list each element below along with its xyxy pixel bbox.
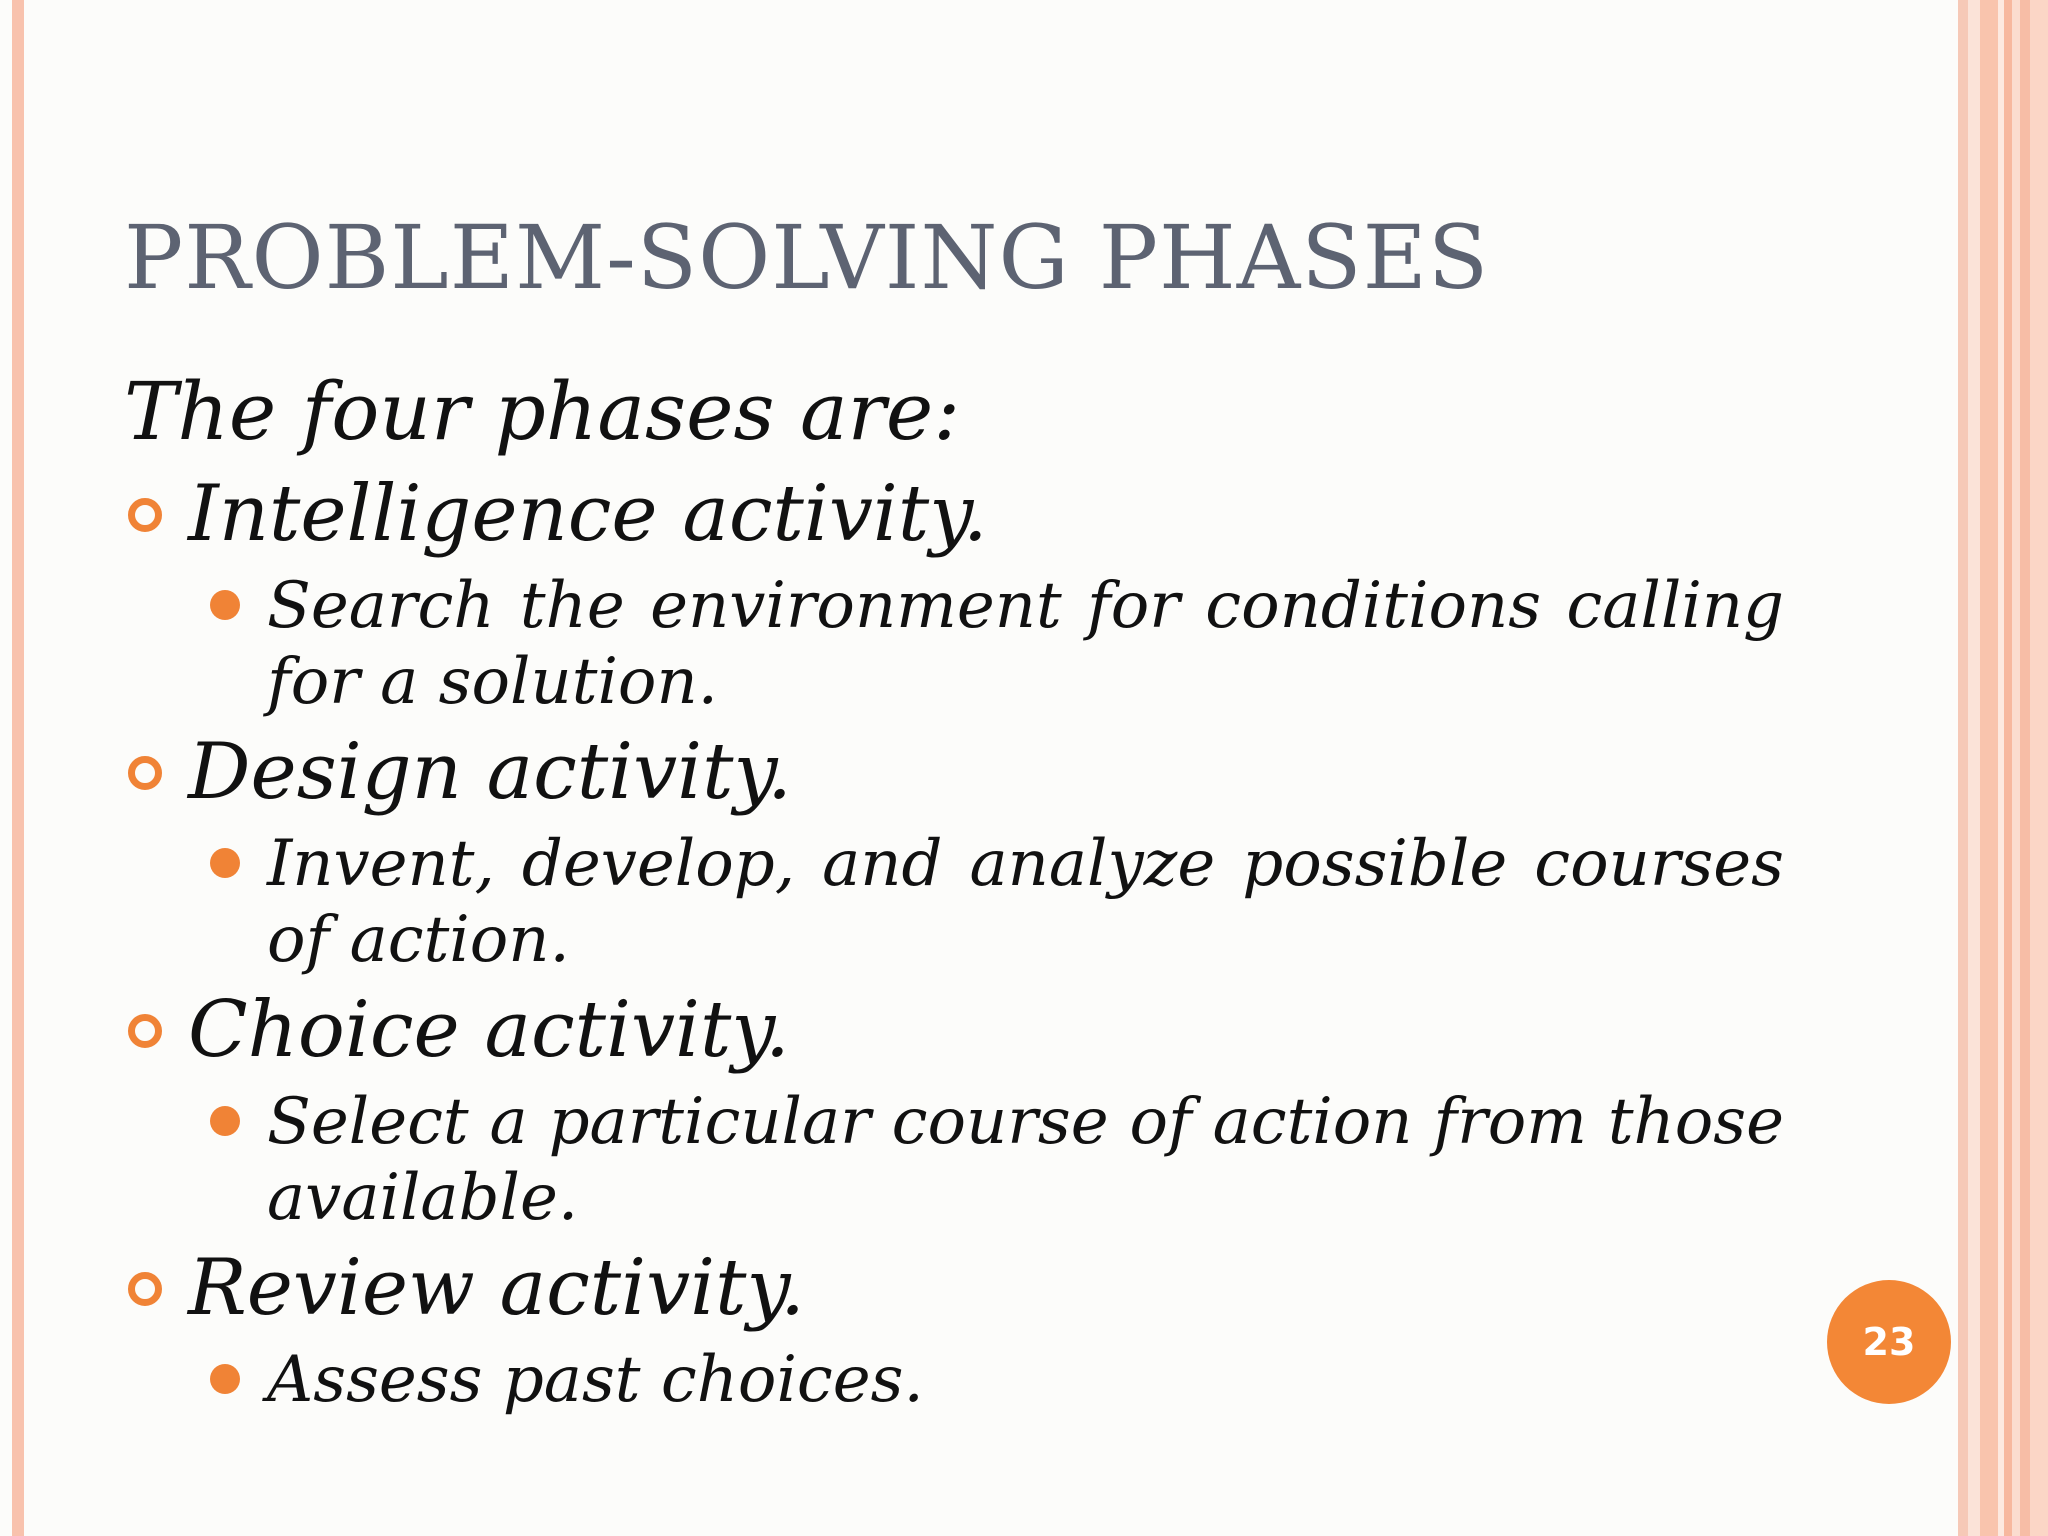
phase-name: Choice activity. <box>188 985 790 1075</box>
hollow-circle-icon <box>128 1272 162 1306</box>
right-border-stripes <box>1958 0 2048 1536</box>
filled-circle-icon <box>210 848 240 878</box>
page-number-badge: 23 <box>1827 1280 1951 1404</box>
phase-item <box>124 1238 1784 1338</box>
phase-name: Review activity. <box>188 1243 805 1333</box>
phase-detail-item <box>124 568 1784 720</box>
phase-item <box>124 722 1784 822</box>
phase-detail: Invent, develop, and analyze possible courses of action. <box>267 827 1784 977</box>
phase-detail: Search the environment for conditions calling for a solution. <box>267 569 1784 719</box>
hollow-circle-icon <box>128 756 162 790</box>
filled-circle-icon <box>210 1106 240 1136</box>
phase-name: Intelligence activity. <box>188 469 988 559</box>
intro-text: The four phases are: <box>124 365 961 458</box>
slide-body <box>124 362 1784 1420</box>
filled-circle-icon <box>210 1364 240 1394</box>
hollow-circle-icon <box>128 498 162 532</box>
phase-detail-item <box>124 826 1784 978</box>
phase-detail: Select a particular course of action from those available. <box>267 1085 1784 1235</box>
phase-detail-item <box>124 1084 1784 1236</box>
slide-title: PROBLEM-SOLVING PHASES <box>124 206 1490 309</box>
phase-detail: Assess past choices. <box>267 1343 924 1417</box>
phase-item <box>124 464 1784 564</box>
phase-detail-item <box>124 1342 1784 1418</box>
hollow-circle-icon <box>128 1014 162 1048</box>
phase-name: Design activity. <box>188 727 792 817</box>
phase-item <box>124 980 1784 1080</box>
filled-circle-icon <box>210 590 240 620</box>
left-border <box>12 0 24 1536</box>
